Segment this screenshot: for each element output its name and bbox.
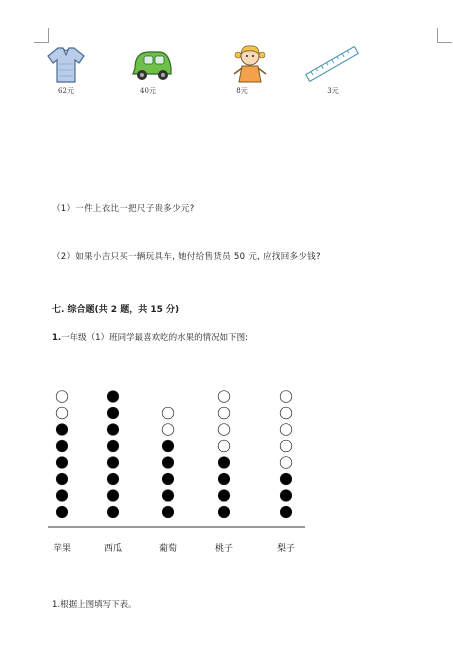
filled-dot — [107, 457, 119, 469]
question-text: 一年级（1）班同学最喜欢吃的水果的情况如下图: — [61, 333, 248, 343]
filled-dot — [107, 490, 119, 502]
hollow-dot — [218, 391, 230, 403]
hollow-dot — [218, 424, 230, 436]
chart-category-label: 西瓜 — [103, 544, 122, 554]
filled-dot — [56, 457, 68, 469]
filled-dot — [162, 457, 174, 469]
filled-dot — [107, 506, 119, 518]
hollow-dot — [162, 407, 174, 419]
filled-dot — [280, 473, 292, 485]
price-doll: 8元 — [236, 87, 248, 95]
chart-category-label: 葡萄 — [158, 544, 177, 554]
filled-dot — [107, 391, 119, 403]
filled-dot — [218, 506, 230, 518]
sub-question-fill-table: 1.根据上图填写下表。 — [52, 600, 137, 610]
filled-dot — [56, 473, 68, 485]
price-ruler: 3元 — [327, 87, 339, 95]
hollow-dot — [280, 440, 292, 452]
filled-dot — [218, 457, 230, 469]
hollow-dot — [218, 440, 230, 452]
hollow-dot — [218, 407, 230, 419]
filled-dot — [56, 490, 68, 502]
filled-dot — [56, 440, 68, 452]
filled-dot — [162, 490, 174, 502]
filled-dot — [218, 490, 230, 502]
filled-dot — [107, 440, 119, 452]
filled-dot — [162, 440, 174, 452]
hollow-dot — [280, 457, 292, 469]
filled-dot — [280, 506, 292, 518]
section-title: 七. 综合题(共 2 题，共 15 分) — [52, 305, 180, 315]
filled-dot — [218, 473, 230, 485]
hollow-dot — [280, 391, 292, 403]
filled-dot — [107, 473, 119, 485]
question-1: （1）一件上衣比一把尺子贵多少元? — [52, 204, 195, 214]
chart-category-label: 梨子 — [276, 544, 295, 554]
chart-category-label: 苹果 — [52, 544, 71, 554]
price-toy-car: 40元 — [140, 87, 156, 95]
hollow-dot — [56, 391, 68, 403]
chart-category-label: 桃子 — [214, 544, 233, 554]
filled-dot — [56, 506, 68, 518]
question-number: 1. — [52, 333, 62, 343]
filled-dot — [162, 506, 174, 518]
hollow-dot — [162, 424, 174, 436]
hollow-dot — [280, 424, 292, 436]
filled-dot — [162, 473, 174, 485]
filled-dot — [56, 424, 68, 436]
filled-dot — [107, 424, 119, 436]
price-shirt: 62元 — [58, 87, 74, 95]
hollow-dot — [280, 407, 292, 419]
filled-dot — [280, 490, 292, 502]
question-2: （2）如果小吉只买一辆玩具车, 她付给售货员 50 元, 应找回多少钱? — [52, 252, 321, 262]
filled-dot — [107, 407, 119, 419]
hollow-dot — [56, 407, 68, 419]
